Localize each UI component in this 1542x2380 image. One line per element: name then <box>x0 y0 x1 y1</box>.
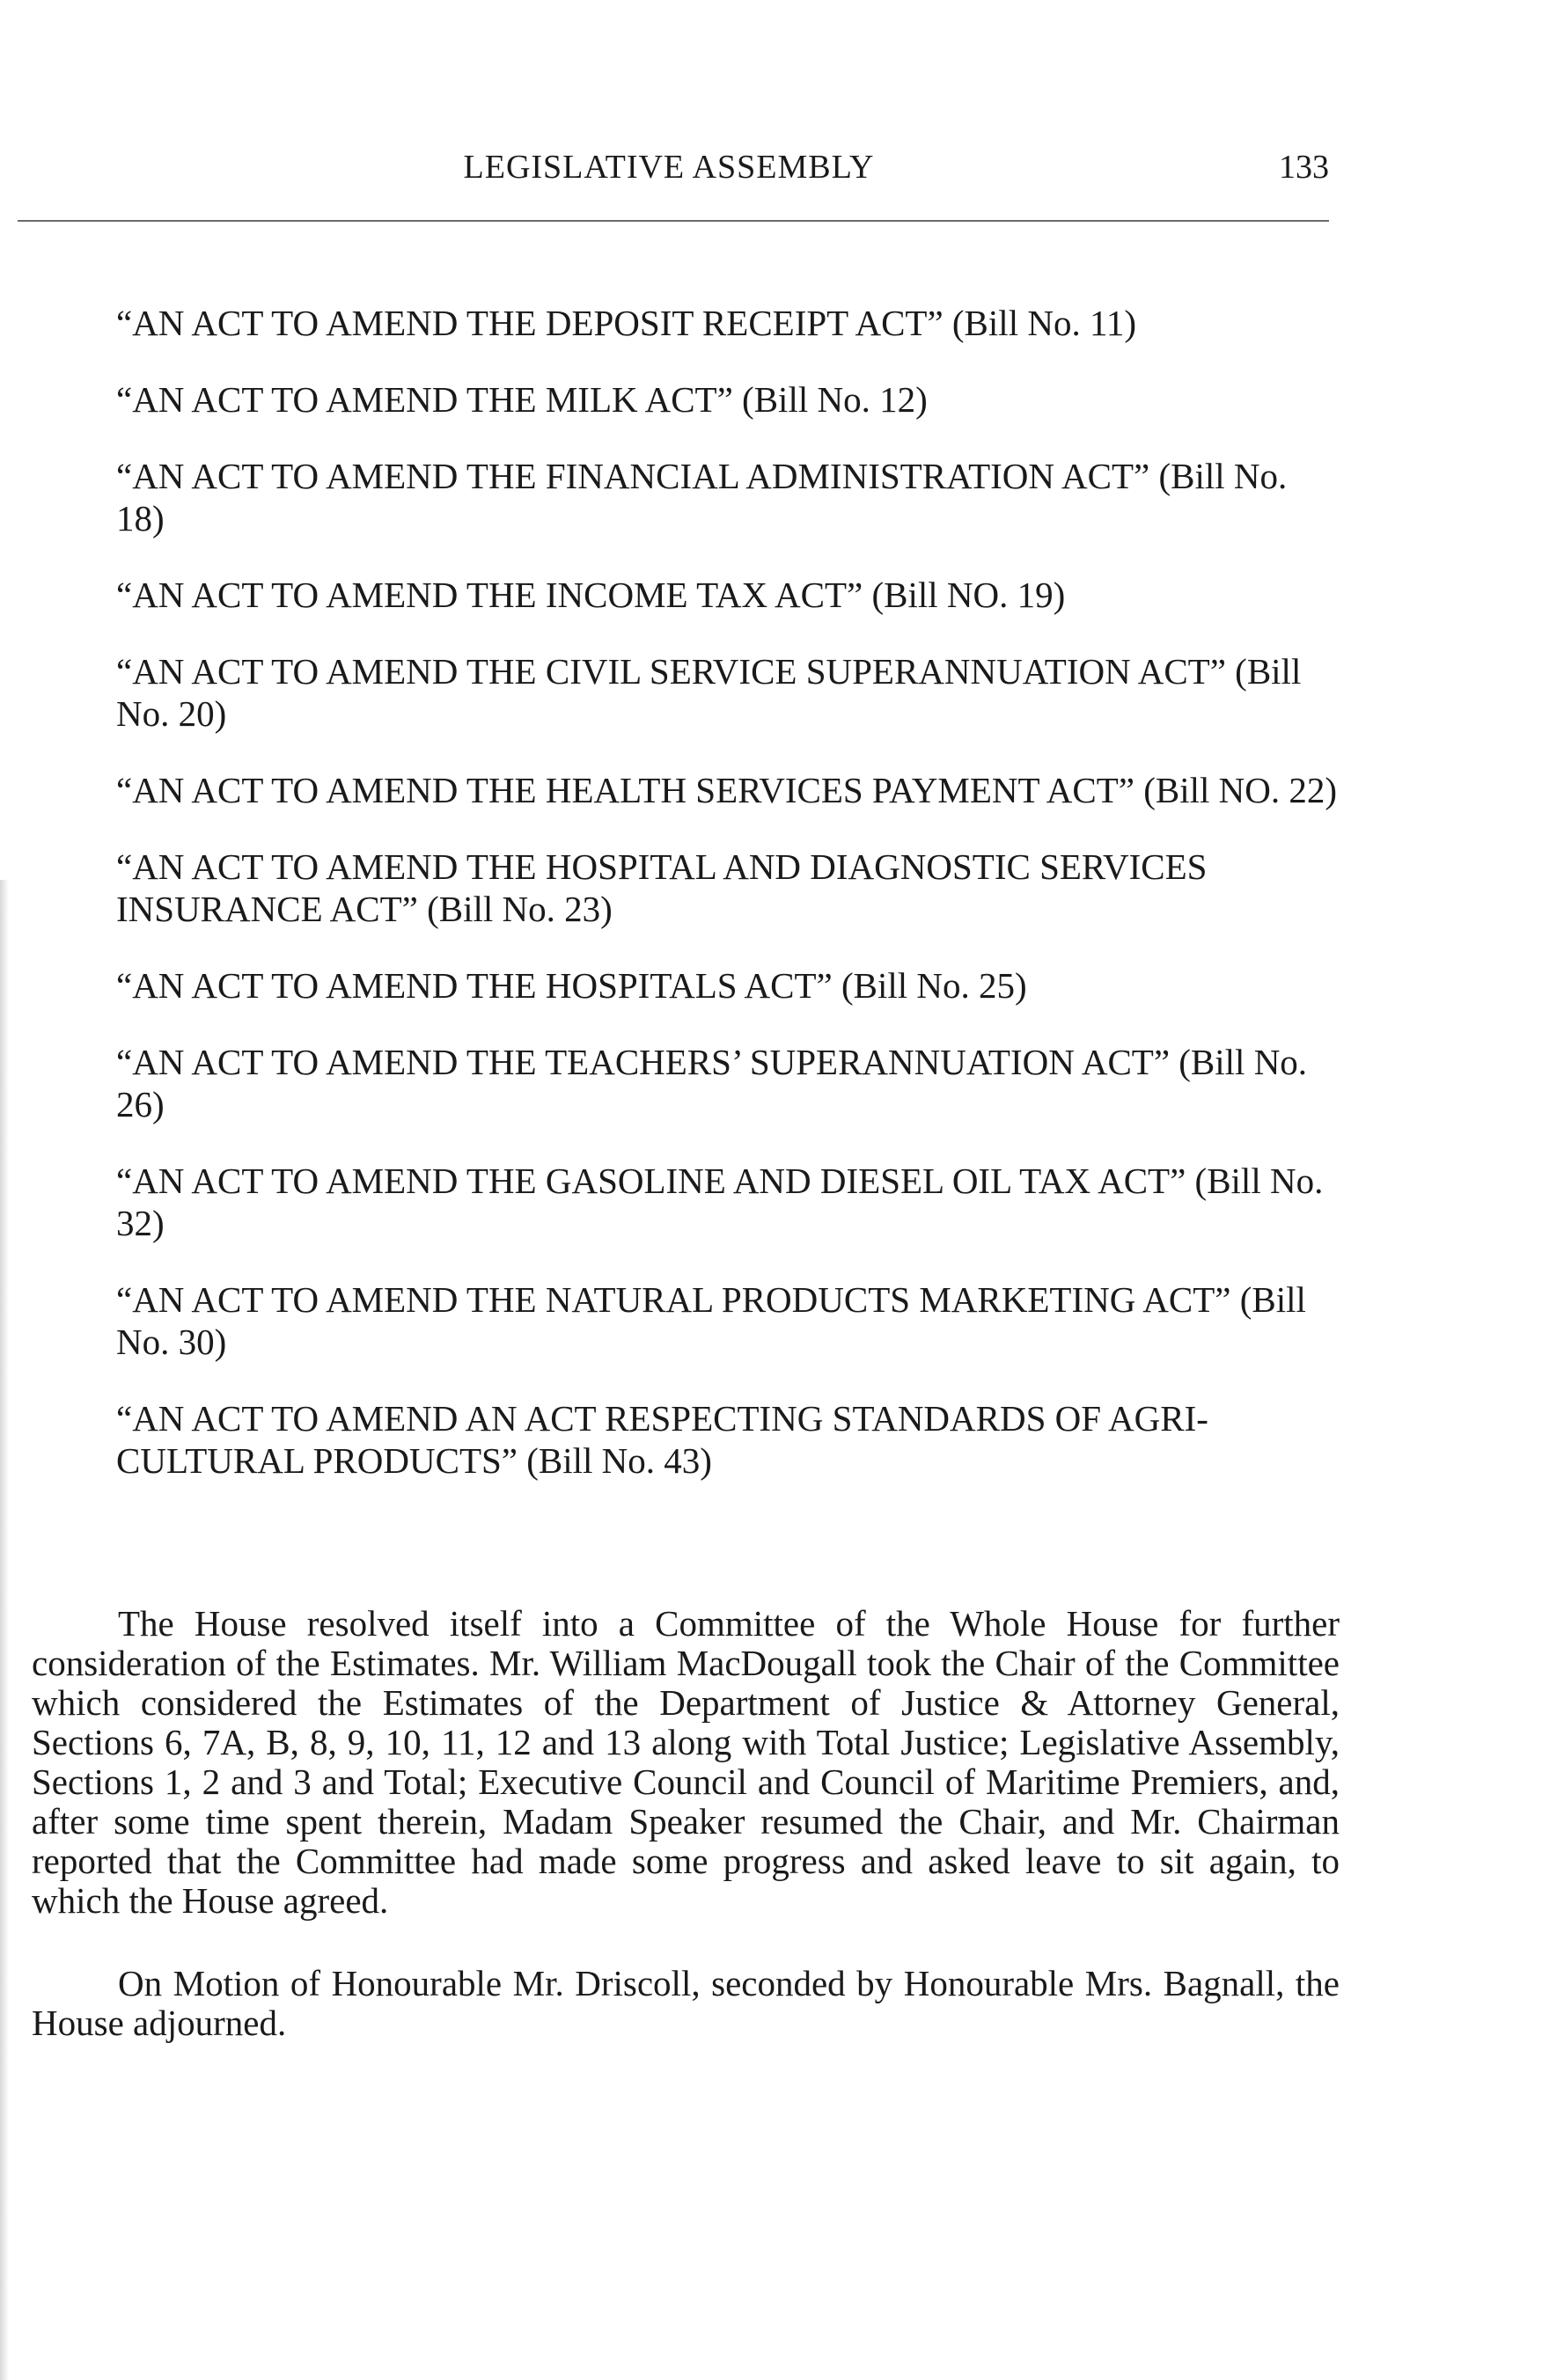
adjournment-paragraph-block <box>32 1964 1340 2043</box>
committee-paragraph: The House resolved itself into a Committee of the Whole House for further consideration of the Estimates. Mr. William MacDougall took the Chair of the Committee which considered the Estimates of the Department of Justice & Attorney General, Sections 6, 7A, B, 8, 9, 10, 11, 12 and 13 along with Total Justice; Legislative Assembly, Sections 1, 2 and 3 and Total; Executive Council and Council of Maritime Premiers, and, after some time spent therein, Madam Speaker resumed the Chair, and Mr. Chairman reported that the Committee had made some progress and asked leave to sit again, to which the House agreed. <box>32 1603 1340 1921</box>
bill-item: “AN ACT TO AMEND THE HOSPITALS ACT” (Bill No. 25) <box>116 965 1027 1006</box>
bill-item: “AN ACT TO AMEND THE CIVIL SERVICE SUPERANNUATION ACT” (Bill No. 20) <box>116 651 1302 734</box>
adjournment-paragraph: On Motion of Honourable Mr. Driscoll, seconded by Honourable Mrs. Bagnall, the House adjourned. <box>32 1963 1340 2043</box>
bill-item: “AN ACT TO AMEND THE TEACHERS’ SUPERANNUATION ACT” (Bill No. 26) <box>116 1042 1308 1124</box>
bill-item: “AN ACT TO AMEND THE GASOLINE AND DIESEL OIL TAX ACT” (Bill No. 32) <box>116 1161 1324 1243</box>
bill-item: “AN ACT TO AMEND AN ACT RESPECTING STANDARDS OF AGRI-CULTURAL PRODUCTS” (Bill No. 43) <box>116 1398 1208 1481</box>
bill-item: “AN ACT TO AMEND THE MILK ACT” (Bill No. 12) <box>116 379 928 420</box>
running-header <box>0 141 1542 194</box>
bill-item: “AN ACT TO AMEND THE DEPOSIT RECEIPT ACT” (Bill No. 11) <box>116 303 1137 343</box>
page-number: 133 <box>1279 149 1329 186</box>
bill-item: “AN ACT TO AMEND THE NATURAL PRODUCTS MARKETING ACT” (Bill No. 30) <box>116 1279 1306 1362</box>
committee-paragraph-block <box>32 1604 1340 1921</box>
bill-item: “AN ACT TO AMEND THE HOSPITAL AND DIAGNOSTIC SERVICES INSURANCE ACT” (Bill No. 23) <box>116 846 1208 929</box>
bill-item: “AN ACT TO AMEND THE INCOME TAX ACT” (Bill NO. 19) <box>116 575 1066 615</box>
header-rule <box>18 220 1329 222</box>
bill-item: “AN ACT TO AMEND THE HEALTH SERVICES PAYMENT ACT” (Bill NO. 22) <box>116 770 1338 810</box>
running-title: LEGISLATIVE ASSEMBLY <box>463 149 875 186</box>
bill-list <box>116 302 1340 1516</box>
bill-item: “AN ACT TO AMEND THE FINANCIAL ADMINISTRATION ACT” (Bill No. 18) <box>116 456 1288 538</box>
page-edge-shadow <box>0 880 9 2380</box>
